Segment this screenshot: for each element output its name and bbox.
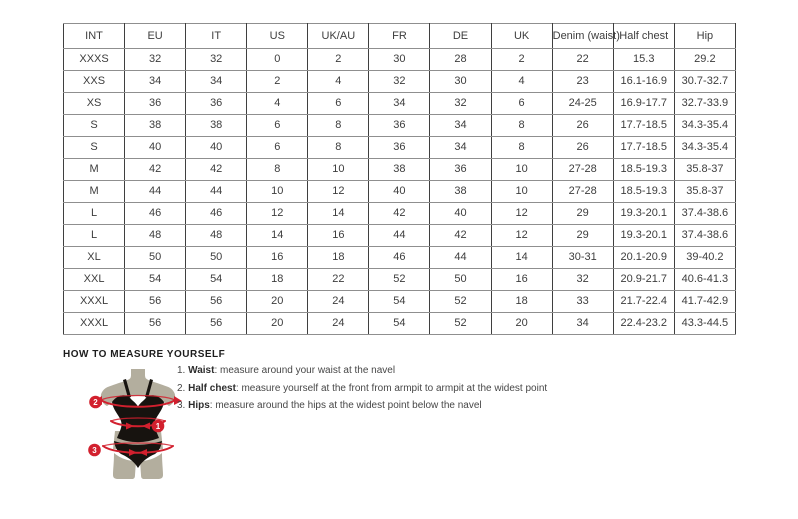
table-cell: 36 [430, 159, 491, 181]
column-header: IT [186, 24, 247, 49]
table-cell: 8 [308, 115, 369, 137]
table-cell: 30 [430, 71, 491, 93]
table-cell: 32 [125, 49, 186, 71]
table-cell: 37.4-38.6 [674, 225, 735, 247]
table-cell: 54 [369, 291, 430, 313]
table-cell: 20 [491, 313, 552, 335]
table-cell: 22 [308, 269, 369, 291]
column-header: Hip [674, 24, 735, 49]
table-cell: 16 [308, 225, 369, 247]
table-cell: 18.5-19.3 [613, 181, 674, 203]
table-cell: XXL [64, 269, 125, 291]
table-cell: 34 [186, 71, 247, 93]
table-cell: 34.3-35.4 [674, 137, 735, 159]
table-cell: 10 [247, 181, 308, 203]
table-cell: 35.8-37 [674, 159, 735, 181]
table-cell: 24-25 [552, 93, 613, 115]
table-cell: 44 [125, 181, 186, 203]
table-cell: 50 [186, 247, 247, 269]
table-cell: L [64, 203, 125, 225]
table-cell: 26 [552, 115, 613, 137]
table-cell: 12 [308, 181, 369, 203]
table-cell: 40 [430, 203, 491, 225]
size-chart-head-row [64, 24, 736, 49]
table-cell: 54 [369, 313, 430, 335]
table-cell: 8 [491, 115, 552, 137]
table-cell: 29.2 [674, 49, 735, 71]
table-row [64, 49, 736, 71]
waist-badge [152, 420, 165, 433]
table-cell: 44 [369, 225, 430, 247]
table-cell: XXXS [64, 49, 125, 71]
column-header: Denim (waist) [552, 24, 613, 49]
table-cell: 36 [125, 93, 186, 115]
table-cell: XS [64, 93, 125, 115]
table-cell: 34 [430, 115, 491, 137]
table-row [64, 93, 736, 115]
table-cell: 44 [186, 181, 247, 203]
table-cell: 42 [186, 159, 247, 181]
table-cell: 22.4-23.2 [613, 313, 674, 335]
measure-item-text: : measure around your waist at the navel [214, 365, 396, 376]
mannequin-shoulders [101, 369, 175, 406]
measure-section-heading: HOW TO MEASURE YOURSELF [63, 349, 226, 360]
column-header: FR [369, 24, 430, 49]
table-cell: 36 [186, 93, 247, 115]
measure-item-number: 2. [177, 382, 189, 394]
table-cell: 10 [491, 159, 552, 181]
measure-item-number: 1. [177, 365, 189, 376]
table-cell: 46 [125, 203, 186, 225]
table-cell: 14 [308, 203, 369, 225]
chest-badge [89, 396, 102, 409]
table-cell: 14 [247, 225, 308, 247]
table-cell: 16 [247, 247, 308, 269]
table-cell: 34.3-35.4 [674, 115, 735, 137]
table-cell: 4 [247, 93, 308, 115]
table-cell: 27-28 [552, 181, 613, 203]
table-cell: M [64, 181, 125, 203]
table-cell: 56 [186, 313, 247, 335]
mannequin-illustration [85, 369, 191, 481]
table-cell: 8 [308, 137, 369, 159]
measure-item-number: 3. [177, 400, 189, 411]
table-cell: 26 [552, 137, 613, 159]
table-cell: 46 [186, 203, 247, 225]
column-header: EU [125, 24, 186, 49]
table-cell: 42 [125, 159, 186, 181]
table-cell: 24 [308, 291, 369, 313]
table-cell: 12 [491, 203, 552, 225]
svg-text:2: 2 [93, 398, 98, 407]
table-cell: 42 [369, 203, 430, 225]
measure-item-term: Waist [188, 365, 215, 376]
table-cell: 2 [247, 71, 308, 93]
table-cell: XXXL [64, 291, 125, 313]
measure-item-term: Hips [188, 400, 210, 411]
table-row [64, 291, 736, 313]
table-cell: 37.4-38.6 [674, 203, 735, 225]
table-cell: XXXL [64, 313, 125, 335]
table-cell: 34 [430, 137, 491, 159]
table-cell: 36 [369, 115, 430, 137]
table-cell: 29 [552, 225, 613, 247]
table-cell: 21.7-22.4 [613, 291, 674, 313]
table-cell: 20.9-21.7 [613, 269, 674, 291]
table-cell: 34 [552, 313, 613, 335]
table-row [64, 225, 736, 247]
table-cell: 32 [186, 49, 247, 71]
table-cell: 40 [369, 181, 430, 203]
table-cell: 30 [369, 49, 430, 71]
table-cell: 50 [430, 269, 491, 291]
table-cell: 18.5-19.3 [613, 159, 674, 181]
table-cell: 6 [247, 137, 308, 159]
table-cell: 30-31 [552, 247, 613, 269]
table-cell: 52 [430, 313, 491, 335]
table-cell: 44 [430, 247, 491, 269]
table-cell: XXS [64, 71, 125, 93]
table-cell: 38 [186, 115, 247, 137]
table-row [64, 269, 736, 291]
table-cell: 0 [247, 49, 308, 71]
svg-text:3: 3 [92, 446, 97, 455]
table-cell: 52 [430, 291, 491, 313]
measure-item [177, 383, 547, 394]
table-cell: 48 [186, 225, 247, 247]
table-cell: 33 [552, 291, 613, 313]
size-chart-head [64, 24, 736, 49]
table-cell: 32 [552, 269, 613, 291]
table-cell: 10 [308, 159, 369, 181]
table-cell: 35.8-37 [674, 181, 735, 203]
table-cell: 6 [308, 93, 369, 115]
column-header: UK [491, 24, 552, 49]
column-header: DE [430, 24, 491, 49]
table-row [64, 203, 736, 225]
table-cell: 40.6-41.3 [674, 269, 735, 291]
table-cell: 19.3-20.1 [613, 225, 674, 247]
table-row [64, 71, 736, 93]
table-cell: 20.1-20.9 [613, 247, 674, 269]
table-cell: L [64, 225, 125, 247]
table-cell: 4 [308, 71, 369, 93]
table-cell: 38 [369, 159, 430, 181]
table-cell: 15.3 [613, 49, 674, 71]
table-cell: S [64, 115, 125, 137]
table-cell: 54 [186, 269, 247, 291]
table-cell: 36 [369, 137, 430, 159]
table-cell: 29 [552, 203, 613, 225]
table-cell: 56 [125, 313, 186, 335]
table-cell: 14 [491, 247, 552, 269]
hips-badge [88, 444, 101, 457]
column-header: UK/AU [308, 24, 369, 49]
table-cell: 23 [552, 71, 613, 93]
table-cell: 27-28 [552, 159, 613, 181]
table-row [64, 313, 736, 335]
table-cell: 6 [491, 93, 552, 115]
table-cell: 18 [491, 291, 552, 313]
table-cell: 40 [125, 137, 186, 159]
table-cell: 19.3-20.1 [613, 203, 674, 225]
table-cell: 32 [430, 93, 491, 115]
measure-item [177, 365, 547, 376]
table-cell: 12 [491, 225, 552, 247]
size-chart-body [64, 49, 736, 335]
table-cell: 38 [430, 181, 491, 203]
table-cell: 17.7-18.5 [613, 115, 674, 137]
table-cell: 32 [369, 71, 430, 93]
table-cell: 16 [491, 269, 552, 291]
table-cell: 4 [491, 71, 552, 93]
table-cell: 2 [308, 49, 369, 71]
column-header: Half chest [613, 24, 674, 49]
table-cell: 38 [125, 115, 186, 137]
table-cell: 40 [186, 137, 247, 159]
size-chart-table [63, 23, 736, 335]
table-cell: 54 [125, 269, 186, 291]
column-header: US [247, 24, 308, 49]
table-cell: 16.9-17.7 [613, 93, 674, 115]
table-cell: 50 [125, 247, 186, 269]
table-cell: 56 [186, 291, 247, 313]
table-row [64, 181, 736, 203]
table-cell: 32.7-33.9 [674, 93, 735, 115]
table-cell: 8 [247, 159, 308, 181]
table-cell: 10 [491, 181, 552, 203]
measure-item [177, 400, 547, 411]
table-cell: 6 [247, 115, 308, 137]
table-row [64, 137, 736, 159]
svg-text:1: 1 [155, 422, 161, 431]
table-cell: S [64, 137, 125, 159]
table-cell: 42 [430, 225, 491, 247]
table-cell: 17.7-18.5 [613, 137, 674, 159]
table-cell: 8 [491, 137, 552, 159]
table-cell: 48 [125, 225, 186, 247]
table-row [64, 159, 736, 181]
table-cell: XL [64, 247, 125, 269]
table-row [64, 247, 736, 269]
table-cell: 52 [369, 269, 430, 291]
table-cell: 56 [125, 291, 186, 313]
measurement-figure [85, 369, 191, 481]
table-cell: 39-40.2 [674, 247, 735, 269]
measure-item-term: Half chest [188, 382, 236, 394]
table-cell: 18 [308, 247, 369, 269]
table-cell: 20 [247, 291, 308, 313]
table-cell: 16.1-16.9 [613, 71, 674, 93]
table-cell: 20 [247, 313, 308, 335]
table-cell: 34 [369, 93, 430, 115]
table-row [64, 115, 736, 137]
measure-item-text: : measure around the hips at the widest point below the navel [209, 400, 482, 411]
table-cell: 46 [369, 247, 430, 269]
table-cell: 18 [247, 269, 308, 291]
table-cell: 12 [247, 203, 308, 225]
table-cell: M [64, 159, 125, 181]
column-header: INT [64, 24, 125, 49]
table-cell: 43.3-44.5 [674, 313, 735, 335]
measure-instructions [177, 365, 547, 418]
table-cell: 2 [491, 49, 552, 71]
table-cell: 28 [430, 49, 491, 71]
measure-item-text: : measure yourself at the front from armpit to armpit at the widest point [235, 382, 548, 394]
table-cell: 34 [125, 71, 186, 93]
table-cell: 22 [552, 49, 613, 71]
table-cell: 30.7-32.7 [674, 71, 735, 93]
table-cell: 41.7-42.9 [674, 291, 735, 313]
table-cell: 24 [308, 313, 369, 335]
